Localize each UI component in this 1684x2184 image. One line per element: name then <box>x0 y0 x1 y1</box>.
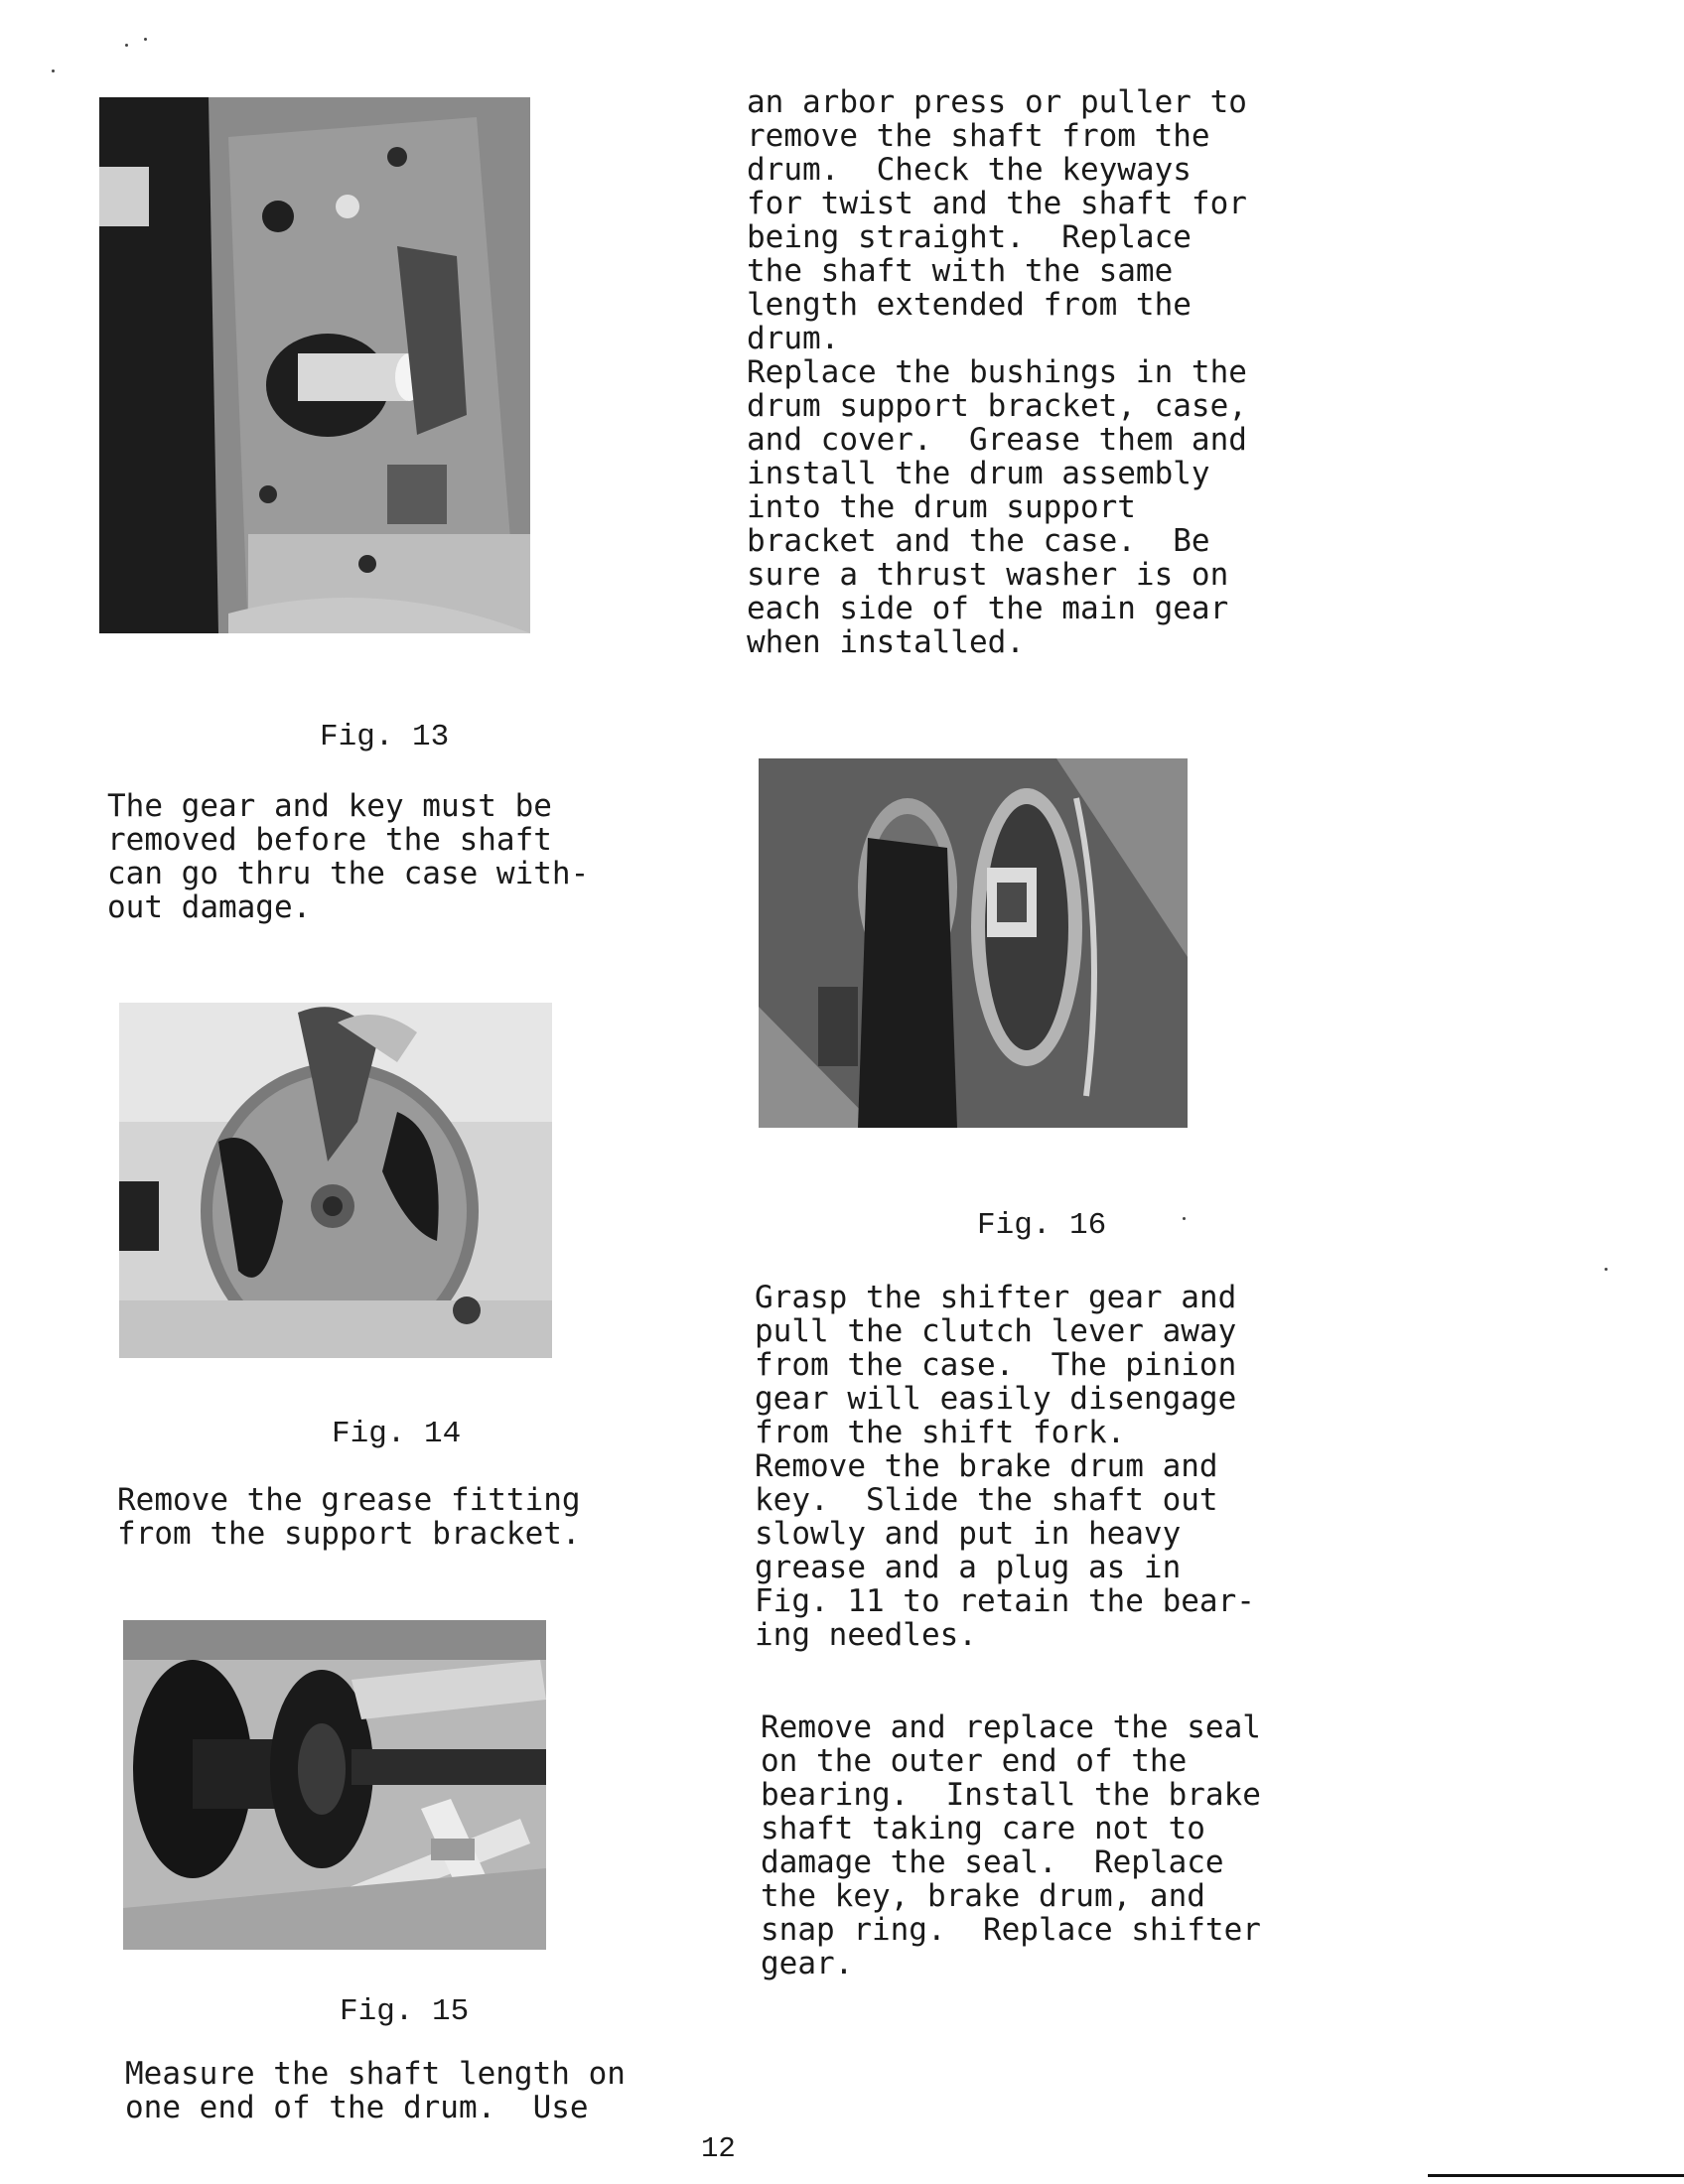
fig13-photo-illustration <box>99 97 530 633</box>
scan-speck <box>144 38 147 41</box>
fig16-caption: Fig. 16 <box>977 1208 1107 1243</box>
fig14-text: Remove the grease fitting from the support bracket. <box>117 1482 581 1552</box>
scan-speck <box>52 69 55 72</box>
fig13-photo <box>99 97 530 633</box>
footer-rule <box>1428 2174 1684 2177</box>
fig15-photo <box>123 1620 546 1950</box>
fig14-photo <box>119 1003 552 1358</box>
intro-text: an arbor press or puller to remove the shaft from the drum. Check the keyways for twist and the shaft for being straight. Replace the shaft with the same length extended from the drum. Replace the bushings in the drum support bracket, case, and cover. Grease them and install the drum assembly into the drum support bracket and the case. Be sure a thrust washer is on each side of the main gear when installed. <box>747 84 1247 660</box>
fig13-caption: Fig. 13 <box>320 720 450 754</box>
closing-text: Remove and replace the seal on the outer end of the bearing. Install the brake shaft taking care not to damage the seal. Replace the key, brake drum, and snap ring. Replace shifter gear. <box>761 1709 1261 1981</box>
fig16-photo <box>759 758 1188 1128</box>
fig16-photo-illustration <box>759 758 1188 1128</box>
fig15-text: Measure the shaft length on one end of the drum. Use <box>125 2056 626 2125</box>
fig16-text: Grasp the shifter gear and pull the clutch lever away from the case. The pinion gear will easily disengage from the shift fork. Remove the brake drum and key. Slide the shaft out slowly and put in heavy grease and a plug as in Fig. 11 to retain the bear- ing needles. <box>755 1280 1255 1653</box>
fig13-text: The gear and key must be removed before the shaft can go thru the case with- out damage. <box>107 788 590 925</box>
scan-speck <box>1183 1217 1186 1220</box>
fig15-photo-illustration <box>123 1620 546 1950</box>
fig15-caption: Fig. 15 <box>340 1994 470 2029</box>
scan-speck <box>1605 1268 1608 1271</box>
fig14-photo-illustration <box>119 1003 552 1358</box>
page-number: 12 <box>701 2132 736 2165</box>
fig14-caption: Fig. 14 <box>332 1417 462 1451</box>
scan-speck <box>125 44 128 47</box>
